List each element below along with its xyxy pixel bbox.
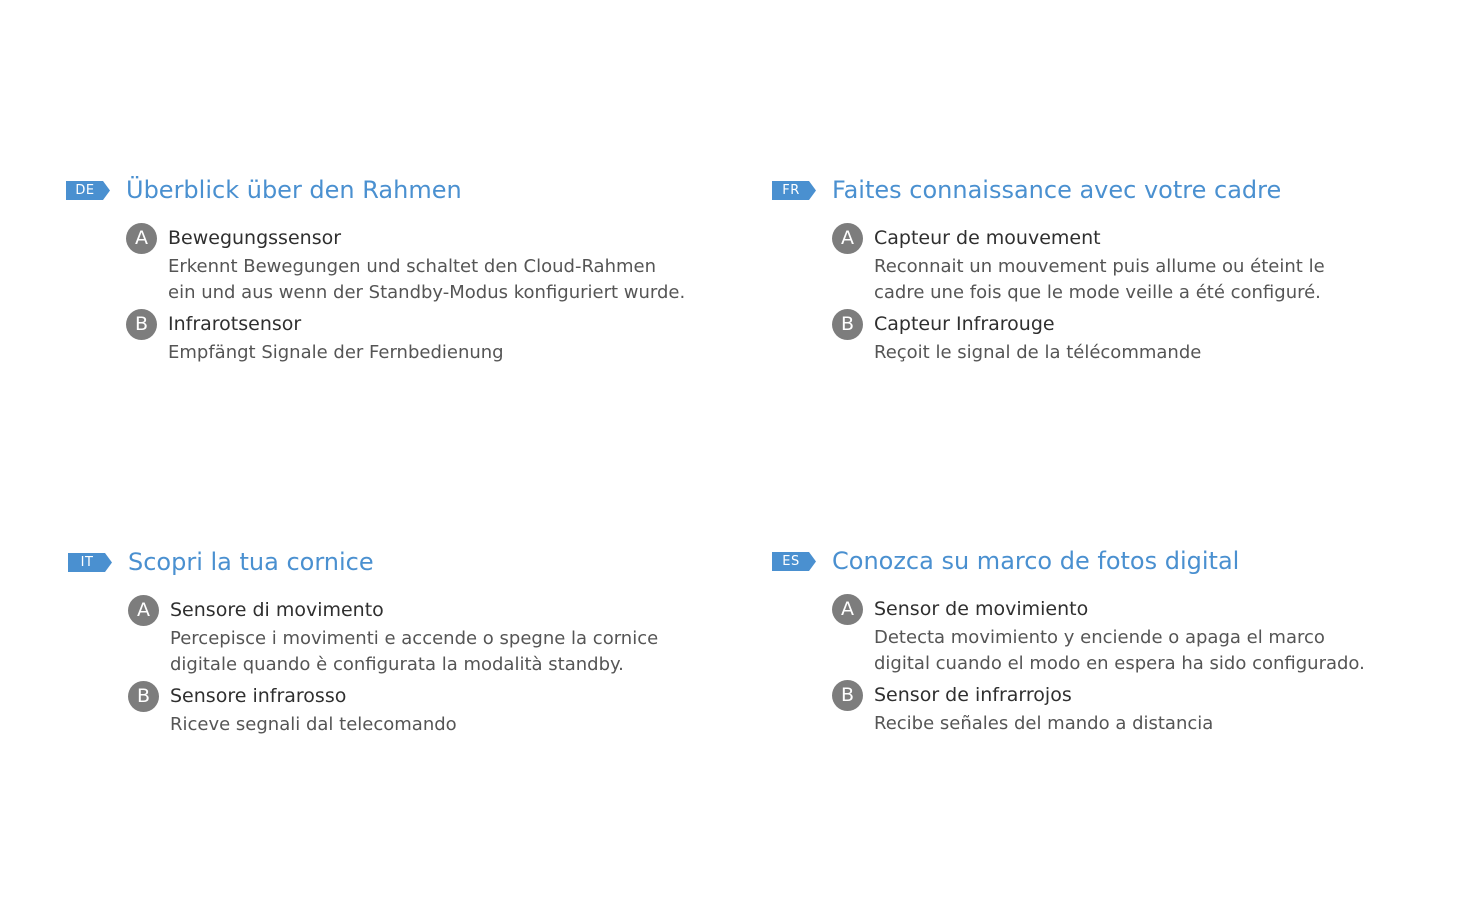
- sensor-title: Sensore di movimento: [170, 599, 384, 621]
- language-tag-it: [68, 553, 112, 572]
- sensor-item-a: [832, 593, 1465, 677]
- sensor-title: Sensor de infrarrojos: [874, 684, 1072, 706]
- sensor-item-b: [128, 680, 768, 738]
- sensor-item-a: [128, 594, 768, 678]
- sensor-title: Capteur Infrarouge: [874, 313, 1055, 335]
- sensor-description-line: Riceve segnali dal telecomando: [170, 714, 457, 735]
- sensor-list: [128, 594, 768, 738]
- language-code: IT: [80, 555, 94, 570]
- sensor-item-b: [126, 308, 766, 366]
- language-tag-es: [772, 552, 816, 571]
- sensor-description-line: Recibe señales del mando a distancia: [874, 713, 1214, 734]
- sensor-list: [832, 593, 1465, 737]
- sensor-description-line: digital cuando el modo en espera ha sido configurado.: [874, 653, 1365, 674]
- section-title: Überblick über den Rahmen: [126, 176, 462, 204]
- sensor-description-line: Erkennt Bewegungen und schaltet den Cloud-Rahmen: [168, 256, 657, 277]
- sensor-item-a: [832, 222, 1465, 306]
- sensor-title: Sensore infrarosso: [170, 685, 347, 707]
- language-code: ES: [782, 554, 800, 569]
- language-code: FR: [782, 183, 800, 198]
- sensor-description-line: Reçoit le signal de la télécommande: [874, 342, 1202, 363]
- badge-a-icon: A: [832, 594, 863, 625]
- language-code: DE: [75, 183, 95, 198]
- sensor-title: Capteur de mouvement: [874, 227, 1101, 249]
- badge-a-icon: A: [832, 223, 863, 254]
- sensor-description-line: cadre une fois que le mode veille a été configuré.: [874, 282, 1321, 303]
- section-title: Conozca su marco de fotos digital: [832, 547, 1240, 575]
- sensor-item-a: [126, 222, 766, 306]
- sensor-description-line: Reconnait un mouvement puis allume ou éteint le: [874, 256, 1325, 277]
- badge-a-icon: A: [126, 223, 157, 254]
- sensor-list: [832, 222, 1465, 366]
- sensor-item-b: [832, 679, 1465, 737]
- sensor-description-line: Percepisce i movimenti e accende o spegne la cornice: [170, 628, 659, 649]
- section-title: Faites connaissance avec votre cadre: [832, 176, 1282, 204]
- badge-b-icon: B: [832, 309, 863, 340]
- sensor-description-line: Detecta movimiento y enciende o apaga el marco: [874, 627, 1325, 648]
- badge-a-icon: A: [128, 595, 159, 626]
- sensor-item-b: [832, 308, 1465, 366]
- sensor-title: Sensor de movimiento: [874, 598, 1089, 620]
- sensor-description-line: Empfängt Signale der Fernbedienung: [168, 342, 504, 363]
- sensor-description-line: ein und aus wenn der Standby-Modus konfiguriert wurde.: [168, 282, 686, 303]
- sensor-title: Infrarotsensor: [168, 313, 302, 335]
- language-tag-de: [66, 181, 110, 200]
- badge-b-icon: B: [128, 681, 159, 712]
- badge-b-icon: B: [832, 680, 863, 711]
- badge-b-icon: B: [126, 309, 157, 340]
- language-tag-fr: [772, 181, 816, 200]
- sensor-list: [126, 222, 766, 366]
- sensor-title: Bewegungssensor: [168, 227, 342, 249]
- section-title: Scopri la tua cornice: [128, 548, 374, 576]
- sensor-description-line: digitale quando è configurata la modalità standby.: [170, 654, 624, 675]
